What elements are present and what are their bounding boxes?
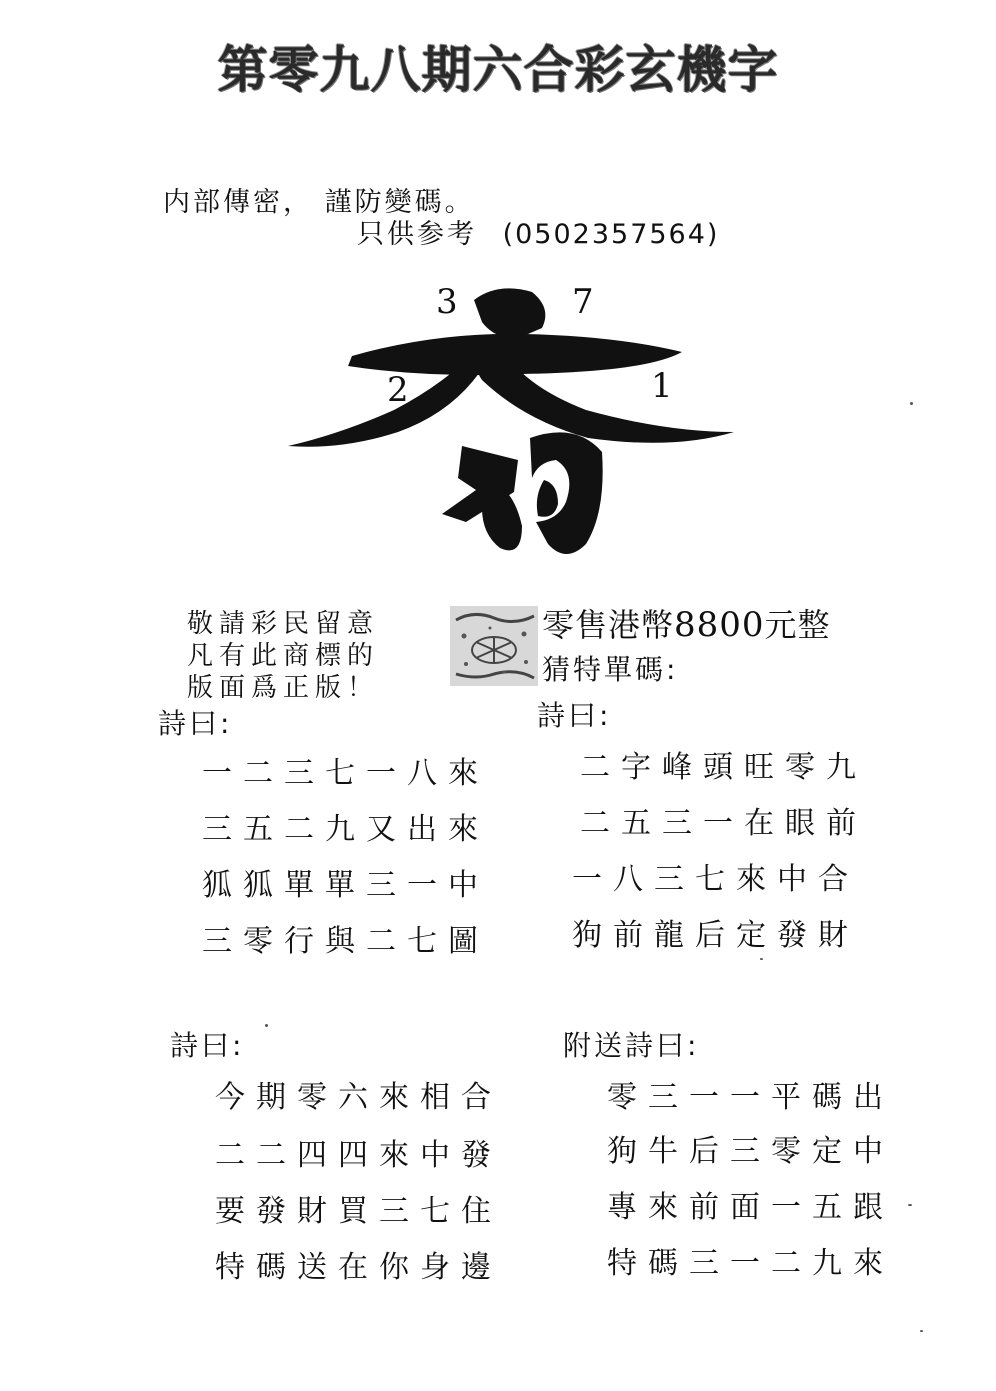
poem-line: 一二三七一八來 [202,756,489,791]
trademark-line: 凡有此商標的 [187,641,380,671]
riddle-number-right: 1 [651,366,673,406]
riddle-number-left: 2 [387,370,409,410]
trademark-line: 敬請彩民留意 [187,609,380,639]
poem-line: 二五三一在眼前 [580,806,867,841]
poem-line: 三零行與二七圖 [202,924,489,959]
riddle-number-top-right: 7 [572,282,594,322]
poem-bottom-left-heading: 詩曰: [170,1029,245,1062]
trademark-logo [450,606,538,686]
poem-bottom-right-heading: 附送詩曰: [563,1029,700,1062]
trademark-notice [187,608,379,704]
scan-speck [760,958,763,960]
price-line [542,600,831,646]
poem-line: 專來前面一五跟 [607,1190,894,1225]
poem-line: 二字峰頭旺零九 [580,750,867,785]
poem-line: 二二四四來中發 [215,1138,502,1173]
trademark-line: 版面爲正版！ [187,673,380,703]
poem-line: 零三一一平碼出 [607,1080,894,1115]
riddle-number-top-left: 3 [436,282,458,322]
notice-prefix: 只供参考 [357,219,477,250]
poem-line: 一八三七來中合 [572,862,859,897]
poem-top-right-heading: 詩曰: [537,699,612,732]
scan-speck [910,402,913,405]
poem-top-left-heading: 詩曰: [158,707,233,740]
price-amount: 8800 [674,605,765,645]
poem-line: 今期零六來相合 [215,1080,502,1115]
poem-line: 狐狐單單三一中 [202,868,489,903]
price-suffix: 元整 [764,606,831,644]
poem-line: 要發財買三七住 [215,1194,502,1229]
guess-special-number: 猜特單碼: [542,653,679,686]
poem-line: 狗牛后三零定中 [607,1134,894,1169]
poem-line: 狗前龍后定發財 [572,918,859,953]
scan-speck [908,1204,912,1206]
page-title: 第零九八期六合彩玄機字 [217,41,779,99]
notice-line-1: 内部傳密， 謹防變碼。 [163,187,475,218]
notice-phone: (0502357564) [502,219,720,250]
scan-speck [920,1330,923,1332]
price-prefix: 零售港幣 [542,606,675,644]
poem-line: 特碼三一二九來 [607,1246,894,1281]
scan-speck [265,1024,268,1027]
notice-line-2 [357,212,719,251]
poem-line: 特碼送在你身邊 [215,1250,502,1285]
poem-line: 三五二九又出來 [202,812,489,847]
riddle-glyph-artwork [286,282,746,572]
